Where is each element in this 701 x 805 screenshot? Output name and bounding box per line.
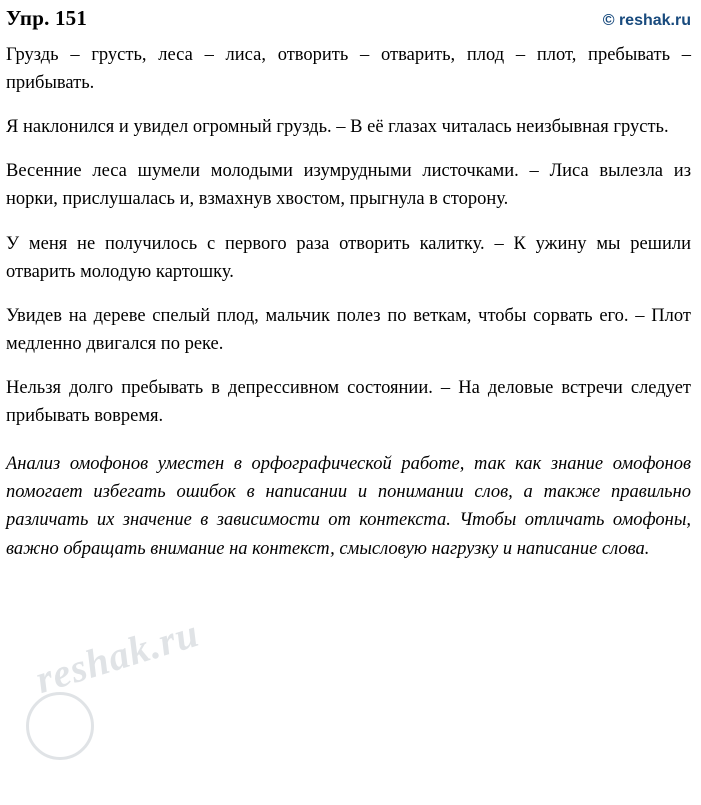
- answer-paragraph: У меня не получилось с первого раза отворить калитку. – К ужину мы решили отварить молодую картошку.: [6, 233, 691, 282]
- answer-body: [6, 41, 691, 563]
- answer-paragraph: Весенние леса шумели молодыми изумрудными листочками. – Лиса вылезла из норки, прислушалась и, взмахнув хвостом, прыгнула в сторону.: [6, 161, 691, 210]
- exercise-title: Упр. 151: [6, 6, 88, 30]
- conclusion-paragraph: Анализ омофонов уместен в орфографической работе, так как знание омофонов помогает избегать ошибок в написании и понимании слов, а также правильно различать их значение в зависимости от контекста. Чтобы отличать омофоны, важно обращать внимание на контекст, смысловую нагрузку и написание слова.: [6, 454, 691, 559]
- page-header: [6, 6, 691, 31]
- site-watermark: [22, 609, 222, 760]
- site-copyright-mark: © reshak.ru: [602, 12, 691, 29]
- watermark-text: reshak.ru: [30, 609, 205, 702]
- answer-paragraph: Увидев на дереве спелый плод, мальчик полез по веткам, чтобы сорвать его. – Плот медленно двигался по реке.: [6, 305, 691, 354]
- answer-paragraph: Нельзя долго пребывать в депрессивном состоянии. – На деловые встречи следует прибывать вовремя.: [6, 377, 691, 427]
- conclusion-block: [6, 450, 691, 562]
- watermark-circle-icon: [26, 692, 94, 760]
- answer-paragraph: Груздь – грусть, леса – лиса, отворить – отварить, плод – плот, пребывать – прибывать.: [6, 45, 691, 94]
- answer-paragraph: Я наклонился и увидел огромный груздь. – В её глазах читалась неизбывная грусть.: [6, 117, 669, 138]
